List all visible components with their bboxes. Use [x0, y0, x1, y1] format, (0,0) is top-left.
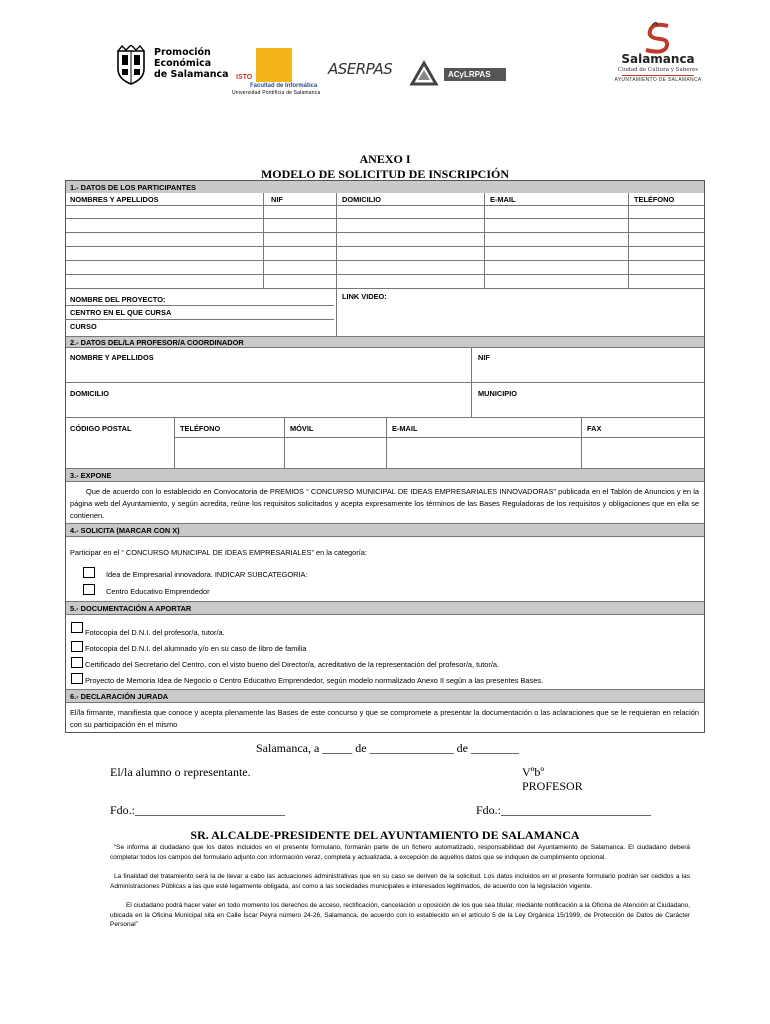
legal-paragraph-3: El ciudadano podrá hacer valer en todo momento los derechos de acceso, rectificación, cancelación u oposición de los que sea titular, mediante notificación a la Oficina de Atención al Ciudadano, ubicada en la Oficina Municipal sita en Calle Íscar Peyra número 24-26, Salamanca, de acuerdo con lo establecido en el artículo 5 de la Ley Orgánica 15/1999, de Protección de Datos de Carácter Personal”: [110, 902, 690, 928]
col-telefono-header: TELÉFONO: [634, 195, 675, 204]
alumno-signature-line[interactable]: Fdo.:_________________________: [110, 803, 286, 817]
doc-item: Fotocopia del D.N.I. del alumnado y/o en su caso de libro de familia: [85, 644, 307, 653]
col-domicilio-header: DOMICILIO: [342, 195, 382, 204]
coord-domicilio-label: DOMICILIO: [70, 389, 110, 398]
option-idea-checkbox[interactable]: [83, 567, 95, 578]
salamanca-divider: [622, 75, 694, 76]
aserpas-text: ASERPAS: [328, 60, 393, 78]
doc-dni-alumnado-checkbox[interactable]: [71, 641, 83, 652]
acylrpas-badge: ACyLRPAS: [444, 68, 506, 81]
doc-item: Fotocopia del D.N.I. del profesor/a, tutor/a.: [85, 628, 225, 637]
coord-telefono-label: TELÉFONO: [180, 424, 221, 433]
date-line: Salamanca, a _____ de ______________ de ________: [256, 741, 519, 755]
promocion-economica-logo: [114, 45, 229, 87]
link-video-label: LINK VIDEO:: [342, 292, 387, 301]
salamanca-subtitle: Ciudad de Cultura y Saberes: [617, 67, 699, 73]
centro-label: CENTRO EN EL QUE CURSA: [70, 308, 172, 317]
doc-certificado-checkbox[interactable]: [71, 657, 83, 668]
col-email-header: E-MAIL: [490, 195, 516, 204]
profesor-label: PROFESOR: [522, 779, 583, 793]
doc-item: Certificado del Secretario del Centro, con el visto bueno del Director/a, acreditativo de la representación del profesor/a, tutor/a.: [85, 660, 500, 669]
facultad-informatica-logo: [232, 48, 324, 98]
section4-heading: 4.- SOLICITA (MARCAR CON X): [70, 526, 180, 535]
promocion-logo-text: Promoción Económica de Salamanca: [154, 47, 229, 80]
section1-heading: 1.- DATOS DE LOS PARTICIPANTES: [70, 183, 196, 192]
acylrpas-logo: [408, 58, 508, 90]
salamanca-s-icon: [638, 22, 678, 54]
section3-heading: 3.- EXPONE: [70, 471, 112, 480]
addressee: SR. ALCALDE-PRESIDENTE DEL AYUNTAMIENTO DE SALAMANCA: [190, 828, 580, 842]
doc-item: Proyecto de Memoria Idea de Negocio o Centro Educativo Emprendedor, según modelo normalizado Anexo II según a las presentes Bases.: [85, 676, 544, 685]
nombre-proyecto-label: NOMBRE DEL PROYECTO:: [70, 295, 166, 304]
annex-title: ANEXO I: [359, 152, 411, 166]
form-title: MODELO DE SOLICITUD DE INSCRIPCIÓN: [260, 167, 510, 181]
registration-form: [65, 180, 705, 733]
ayuntamiento-salamanca-logo: [612, 22, 704, 92]
salamanca-name: Salamanca: [621, 52, 695, 66]
participant-row[interactable]: [66, 205, 704, 218]
coord-municipio-label: MUNICIPIO: [478, 389, 518, 398]
coord-email-label: E-MAIL: [392, 424, 418, 433]
coord-fax-label: FAX: [587, 424, 602, 433]
coord-movil-label: MÓVIL: [290, 424, 314, 433]
alumno-label: El/la alumno o representante.: [110, 765, 251, 779]
option-centro-checkbox[interactable]: [83, 584, 95, 595]
coord-nombre-label: NOMBRE Y APELLIDOS: [70, 353, 154, 362]
expone-text: Que de acuerdo con lo establecido en Convocatoria de PREMIOS “ CONCURSO MUNICIPAL DE IDEAS EMPRESARIALES INNOVADORAS” publicada en el Tablón de Anuncios y en la página web del Ayuntamiento, y según acredita, reúne los requisitos solicitados y acepta expresamente los términos de las Bases Reguladoras de los requisitos y obligaciones que en ella se contienen.: [70, 487, 699, 520]
aserpas-logo: [328, 60, 404, 90]
option-centro-label: Centro Educativo Emprendedor: [106, 587, 210, 596]
legal-paragraph-1: “Se informa al ciudadano que los datos incluidos en el presente formulario, formarán parte de un fichero automatizado, responsabilidad del Ayuntamiento de Salamanca. El ciudadano deberá completar todos los campos del formulario adjunto con información veraz, completa y actualizada, a excepción de aquellos datos que se indiquen de cumplimiento opcional.: [110, 844, 690, 861]
facultad-mark: ISTO: [236, 74, 253, 81]
section5-heading: 5.- DOCUMENTACIÓN A APORTAR: [70, 604, 192, 613]
coord-nif-label: NIF: [478, 353, 490, 362]
profesor-signature-line[interactable]: Fdo.:_________________________: [476, 803, 652, 817]
participant-row[interactable]: [66, 218, 704, 232]
vobo-label: Vºbº: [522, 765, 545, 779]
universidad-name: Universidad Pontificia de Salamanca: [232, 90, 321, 96]
section2-heading: 2.- DATOS DEL/LA PROFESOR/A COORDINADOR: [70, 338, 244, 347]
col-nif-header: NIF: [271, 195, 283, 204]
section3-heading-band: [66, 469, 704, 481]
curso-label: CURSO: [70, 322, 97, 331]
coat-of-arms-icon: [114, 45, 148, 85]
participant-row[interactable]: [66, 260, 704, 274]
declaracion-text: El/la firmante, manifiesta que conoce y acepta plenamente las Bases de este concurso y que se compromete a presentar la documentación o las aclaraciones que se le requieran en relación con su participación en el mismo: [70, 708, 699, 729]
doc-proyecto-checkbox[interactable]: [71, 673, 83, 684]
drone-triangle-icon: [408, 60, 440, 88]
col-nombres-header: NOMBRES Y APELLIDOS: [70, 195, 159, 204]
participant-row[interactable]: [66, 232, 704, 246]
facultad-square-icon: [256, 48, 292, 82]
doc-dni-profesor-checkbox[interactable]: [71, 622, 83, 633]
legal-paragraph-2: La finalidad del tratamiento será la de llevar a cabo las actuaciones administrativas que en su caso se deriven de la solicitud. Los datos incluidos en el presente formulario podrán ser cedidos a las Administraciones Públicas a las que esté legalmente obligada, así como a las sociedades municipales e interesados legitimados, de acuerdo con la legislación vigente.: [110, 873, 690, 890]
facultad-name: Facultad de Informática: [250, 83, 318, 89]
participant-row[interactable]: [66, 274, 704, 288]
solicita-intro: Participar en el “ CONCURSO MUNICIPAL DE IDEAS EMPRESARIALES” en la categoría:: [70, 548, 367, 557]
option-idea-label: Idea de Empresarial innovadora. INDICAR SUBCATEGORIA:: [106, 570, 308, 579]
participant-row[interactable]: [66, 246, 704, 260]
section6-heading: 6.- DECLARACIÓN JURADA: [70, 692, 169, 701]
ayuntamiento-label: AYUNTAMIENTO DE SALAMANCA: [614, 77, 702, 83]
coord-codigo-postal-label: CÓDIGO POSTAL: [70, 424, 132, 433]
